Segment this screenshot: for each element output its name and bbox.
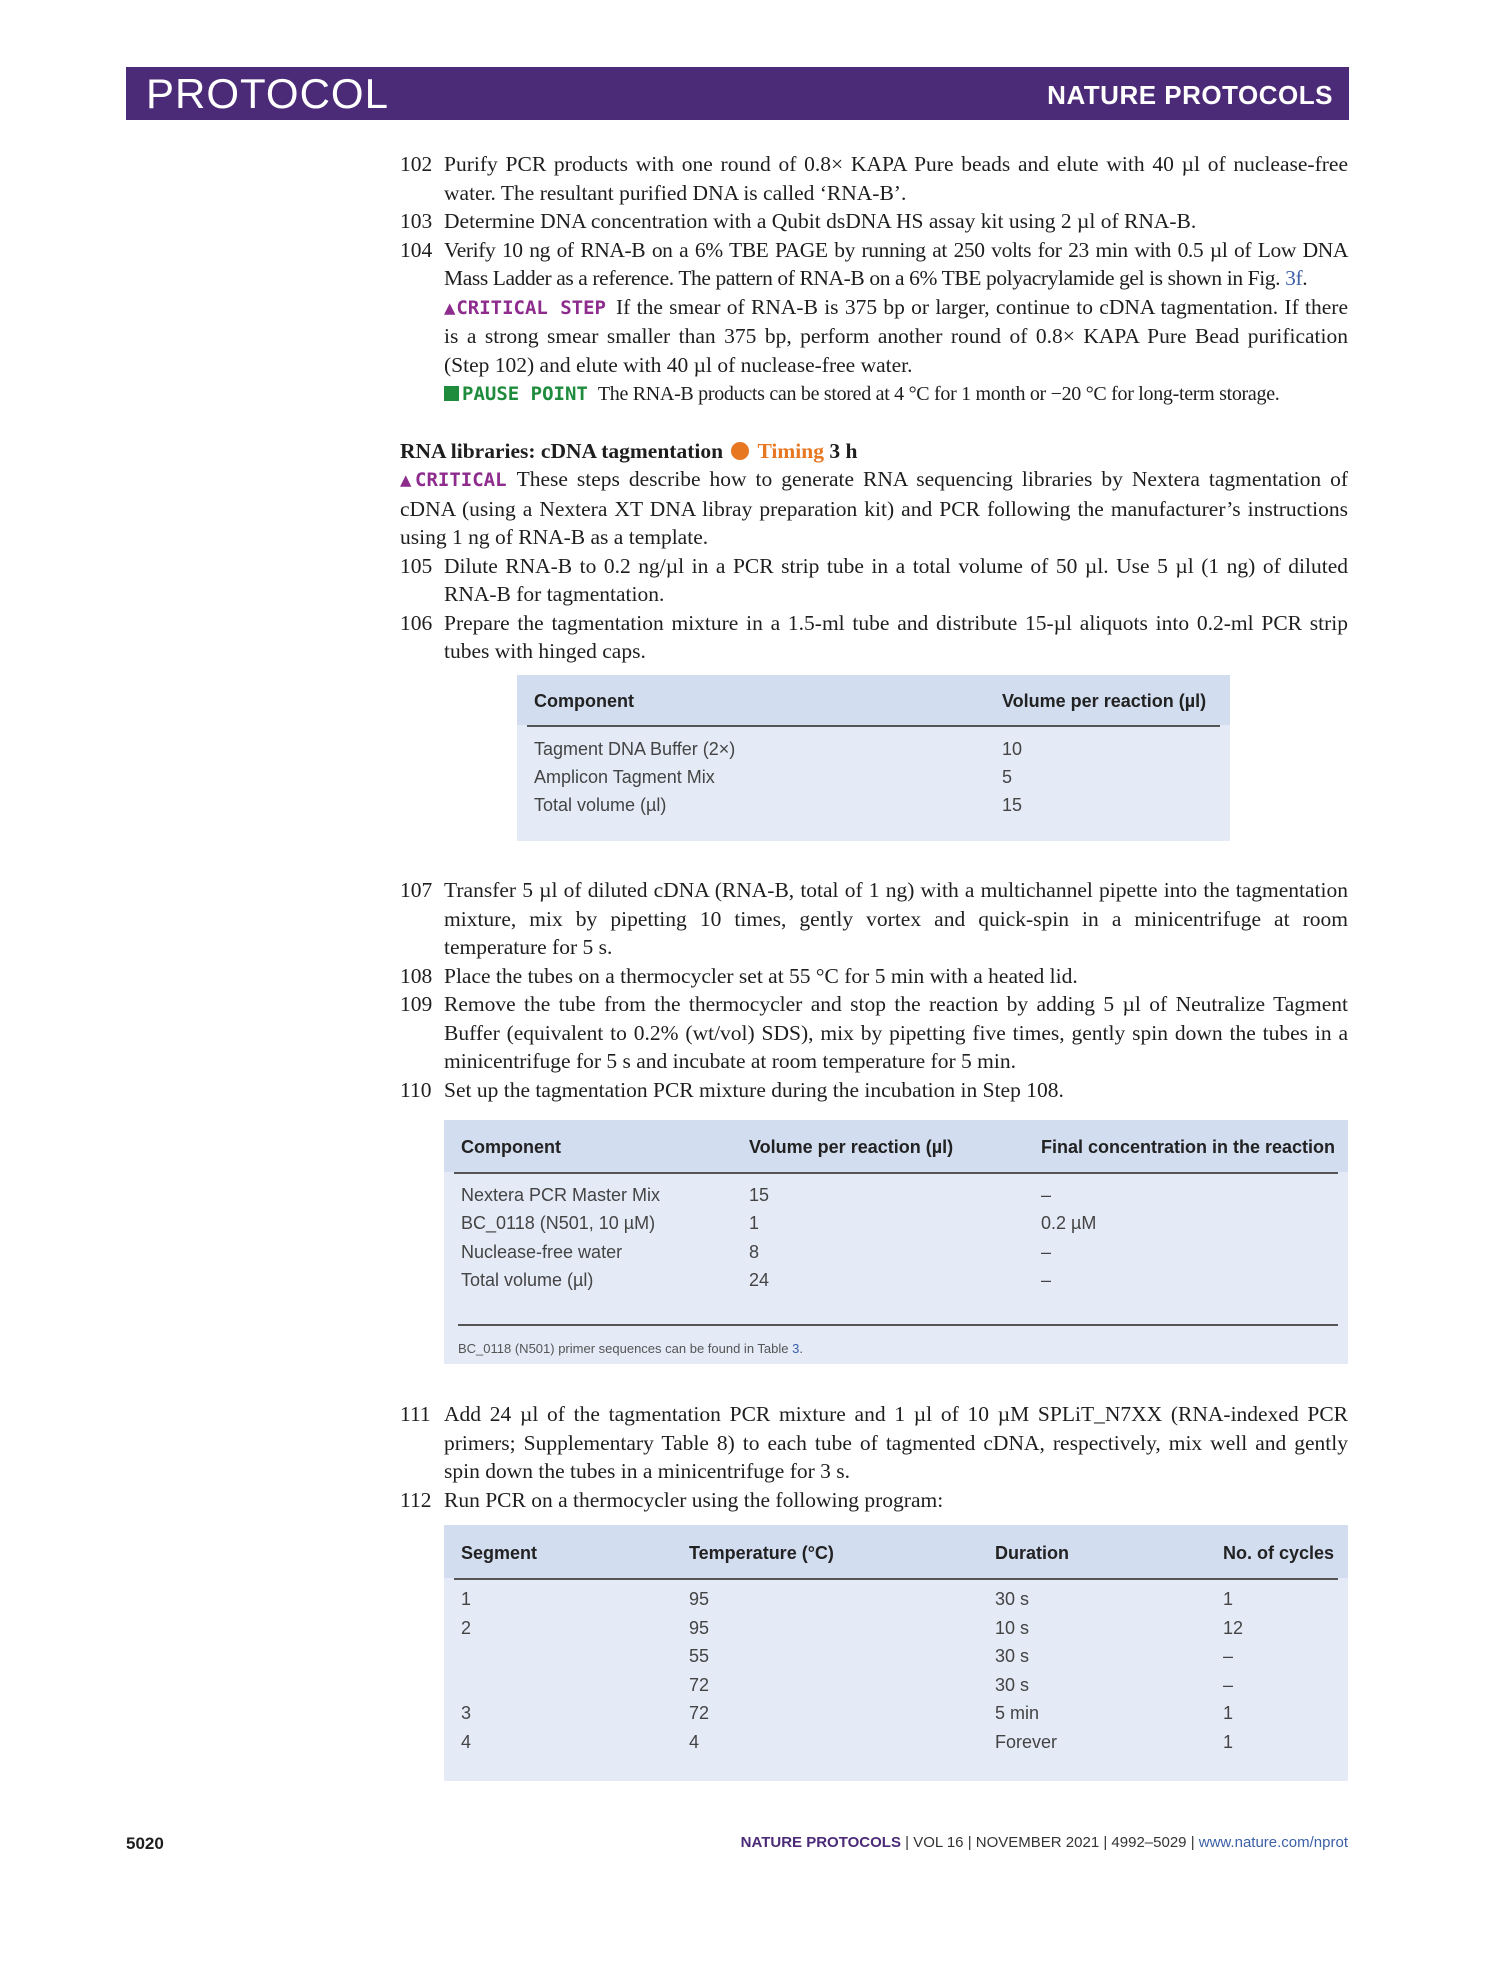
step-number: 105 — [400, 553, 433, 578]
table-header-cell: Duration — [995, 1543, 1069, 1563]
step-number: 106 — [400, 610, 433, 635]
table-cell: BC_0118 (N501, 10 µM) — [461, 1213, 656, 1233]
table-link[interactable]: 3 — [792, 1341, 800, 1356]
step-text: Place the tubes on a thermocycler set at 55 °C for 5 min with a heated lid. — [444, 963, 1078, 988]
tagmentation-mix-table — [517, 675, 1230, 841]
step-text: Verify 10 ng of RNA-B on a 6% TBE PAGE by running at 250 volts for 23 min with 0.5 µl of Low DNA Mass Ladder as a reference. The pattern of RNA-B on a 6% TBE polyacrylamide gel is shown in Fig. — [444, 237, 1348, 290]
table-cell: – — [1223, 1675, 1234, 1695]
table-header-cell: Final concentration in the reaction — [1041, 1137, 1336, 1157]
table-cell: 95 — [689, 1618, 710, 1638]
table-cell: – — [1223, 1646, 1234, 1666]
main-content-2 — [400, 876, 1348, 1104]
step-number: 112 — [400, 1487, 432, 1512]
step-text: Determine DNA concentration with a Qubit dsDNA HS assay kit using 2 µl of RNA-B. — [444, 209, 1197, 233]
header-journal-name: NATURE PROTOCOLS — [1047, 80, 1333, 110]
table-header-cell: No. of cycles — [1223, 1543, 1335, 1563]
table-cell: – — [1041, 1270, 1052, 1290]
pause-point-note — [400, 379, 1348, 409]
step-text: Transfer 5 µl of diluted cDNA (RNA-B, total of 1 ng) with a multichannel pipette into the tagmentation mixture, mix by pipetting 10 times, gently vortex and quick-spin in a minicentrifuge at room temperature for 5 s. — [444, 878, 1348, 959]
table-cell: 72 — [689, 1675, 710, 1695]
step-number: 111 — [400, 1402, 431, 1426]
step-number: 109 — [400, 992, 433, 1016]
table-cell: 8 — [749, 1242, 760, 1262]
table-header-rule — [454, 1578, 1338, 1580]
step-number: 108 — [400, 963, 433, 988]
footnote-end: . — [799, 1341, 803, 1356]
table-cell: 15 — [749, 1185, 770, 1205]
timing-label: Timing — [757, 438, 824, 463]
step-number: 102 — [400, 152, 433, 176]
step-text: Run PCR on a thermocycler using the following program: — [444, 1487, 944, 1512]
table-cell: 30 s — [995, 1675, 1030, 1695]
table-cell: 55 — [689, 1646, 710, 1666]
table-cell: 95 — [689, 1589, 710, 1609]
step-number: 104 — [400, 237, 433, 262]
critical-section-note — [400, 465, 1348, 552]
critical-step-flag: ▲CRITICAL STEP — [444, 296, 606, 319]
table-cell: 1 — [1223, 1732, 1234, 1752]
step-number: 107 — [400, 878, 433, 902]
critical-step-note — [400, 293, 1348, 380]
header-bar — [126, 67, 1349, 120]
table-cell: Total volume (µl) — [461, 1270, 594, 1290]
table-cell: 4 — [689, 1732, 700, 1752]
step-text: Dilute RNA-B to 0.2 ng/µl in a PCR strip tube in a total volume of 50 µl. Use 5 µl (1 ng) of diluted RNA-B for tagmentation. — [444, 553, 1348, 606]
step-text: Purify PCR products with one round of 0.8× KAPA Pure beads and elute with 40 µl of nuclease-free water. The resultant purified DNA is called ‘RNA-B’. — [444, 152, 1348, 205]
footer-pages: 4992–5029 — [1111, 1834, 1187, 1851]
step-text: Remove the tube from the thermocycler and stop the reaction by adding 5 µl of Neutralize Tagment Buffer (equivalent to 0.2% (wt/vol) SDS), mix by pipetting five times, gently spin down the tubes in a minicentrifuge for 5 s and incubate at room temperature for 5 min. — [444, 992, 1348, 1073]
pcr-program-table — [444, 1525, 1348, 1781]
footer-volume: VOL 16 — [913, 1834, 964, 1851]
step-107 — [400, 876, 1348, 962]
table-footnote — [458, 1341, 803, 1356]
step-104 — [400, 236, 1348, 293]
table-cell: 1 — [461, 1589, 472, 1609]
table-cell: 3 — [461, 1703, 472, 1723]
timing-dot-icon — [731, 442, 749, 460]
table-cell: 5 min — [995, 1703, 1040, 1723]
step-109 — [400, 990, 1348, 1076]
table-cell: 10 — [1002, 739, 1023, 759]
table-cell: Amplicon Tagment Mix — [534, 767, 715, 787]
table-cell: – — [1041, 1185, 1052, 1205]
table-header-cell: Volume per reaction (µl) — [749, 1137, 954, 1157]
step-text: Add 24 µl of the tagmentation PCR mixture and 1 µl of 10 µM SPLiT_N7XX (RNA-indexed PCR primers; Supplementary Table 8) to each tube of tagmented cDNA, respectively, mix well and gently spin down the tubes in a minicentrifuge for 3 s. — [444, 1402, 1348, 1483]
table-cell: Nuclease-free water — [461, 1242, 623, 1262]
table-header-cell: Segment — [461, 1543, 538, 1563]
table-header-rule — [454, 1172, 1338, 1174]
table-cell: Forever — [995, 1732, 1058, 1752]
footer-citation — [741, 1834, 1348, 1851]
table-header-cell: Component — [534, 691, 634, 711]
step-number: 103 — [400, 209, 433, 233]
table-cell: 15 — [1002, 795, 1023, 815]
table-header-rule — [527, 725, 1220, 727]
table-cell: – — [1041, 1242, 1052, 1262]
table-cell: 30 s — [995, 1589, 1030, 1609]
pause-point-flag: PAUSE POINT — [462, 383, 588, 405]
critical-flag: ▲CRITICAL — [400, 469, 507, 491]
section-heading — [400, 437, 1348, 466]
step-110 — [400, 1076, 1348, 1105]
table-cell: 30 s — [995, 1646, 1030, 1666]
footer-separator: | — [905, 1834, 910, 1851]
section-title: RNA libraries: cDNA tagmentation — [400, 438, 724, 463]
table-cell: Nextera PCR Master Mix — [461, 1185, 661, 1205]
footnote-text: BC_0118 (N501) primer sequences can be found in Table — [458, 1341, 789, 1356]
timing-value: 3 h — [829, 438, 858, 463]
table-cell: 24 — [749, 1270, 770, 1290]
table-cell: Tagment DNA Buffer (2×) — [534, 739, 736, 759]
footer-url-link[interactable]: www.nature.com/nprot — [1198, 1834, 1348, 1851]
step-102 — [400, 150, 1348, 207]
table-cell: Total volume (µl) — [534, 795, 667, 815]
footer-separator: | — [1103, 1834, 1108, 1851]
step-text: Set up the tagmentation PCR mixture during the incubation in Step 108. — [444, 1077, 1064, 1102]
footer-separator: | — [1190, 1834, 1195, 1851]
table-cell: 1 — [1223, 1703, 1234, 1723]
step-112 — [400, 1486, 1348, 1515]
table-header-cell: Component — [461, 1137, 561, 1157]
step-103 — [400, 207, 1348, 236]
table-cell: 4 — [461, 1732, 472, 1752]
footer-separator: | — [967, 1834, 972, 1851]
main-content — [400, 150, 1348, 666]
table-cell: 1 — [749, 1213, 760, 1233]
table-cell: 0.2 µM — [1041, 1213, 1097, 1233]
pause-point-text: The RNA-B products can be stored at 4 °C for 1 month or −20 °C for long-term storage. — [597, 383, 1280, 405]
table-cell: 10 s — [995, 1618, 1030, 1638]
table-cell: 1 — [1223, 1589, 1234, 1609]
header-section-label: PROTOCOL — [146, 70, 389, 117]
main-content-3 — [400, 1400, 1348, 1514]
step-105 — [400, 552, 1348, 609]
table-header-bg — [444, 1525, 1348, 1578]
table-footer-rule — [458, 1324, 1338, 1326]
pause-square-icon — [444, 386, 459, 401]
figure-link[interactable]: 3f — [1285, 266, 1303, 290]
step-number: 110 — [400, 1077, 432, 1102]
table-cell: 5 — [1002, 767, 1013, 787]
table-header-cell: Volume per reaction (µl) — [1002, 691, 1207, 711]
step-106 — [400, 609, 1348, 666]
step-text: Prepare the tagmentation mixture in a 1.5-ml tube and distribute 15-µl aliquots into 0.2-ml PCR strip tubes with hinged caps. — [444, 610, 1348, 663]
table-cell: 12 — [1223, 1618, 1244, 1638]
pcr-mix-table — [444, 1120, 1348, 1364]
table-cell: 2 — [461, 1618, 472, 1638]
critical-text: These steps describe how to generate RNA sequencing libraries by Nextera tagmentation of cDNA (using a Nextera XT DNA libray preparation kit) and PCR following the manufacturer’s instructions using 1 ng of RNA-B as a template. — [400, 467, 1349, 549]
table-header-cell: Temperature (°C) — [689, 1543, 834, 1563]
step-text-end: . — [1302, 266, 1308, 290]
footer-journal: NATURE PROTOCOLS — [740, 1834, 901, 1851]
table-cell: 72 — [689, 1703, 710, 1723]
page-number: 5020 — [126, 1834, 164, 1853]
critical-step-text: If the smear of RNA-B is 375 bp or larger, continue to cDNA tagmentation. If there is a strong smear smaller than 375 bp, perform another round of 0.8× KAPA Pure Bead purification (Step 102) and elute with 40 µl of nuclease-free water. — [444, 294, 1349, 377]
step-108 — [400, 962, 1348, 991]
step-111 — [400, 1400, 1348, 1486]
footer-date: NOVEMBER 2021 — [975, 1834, 1100, 1851]
